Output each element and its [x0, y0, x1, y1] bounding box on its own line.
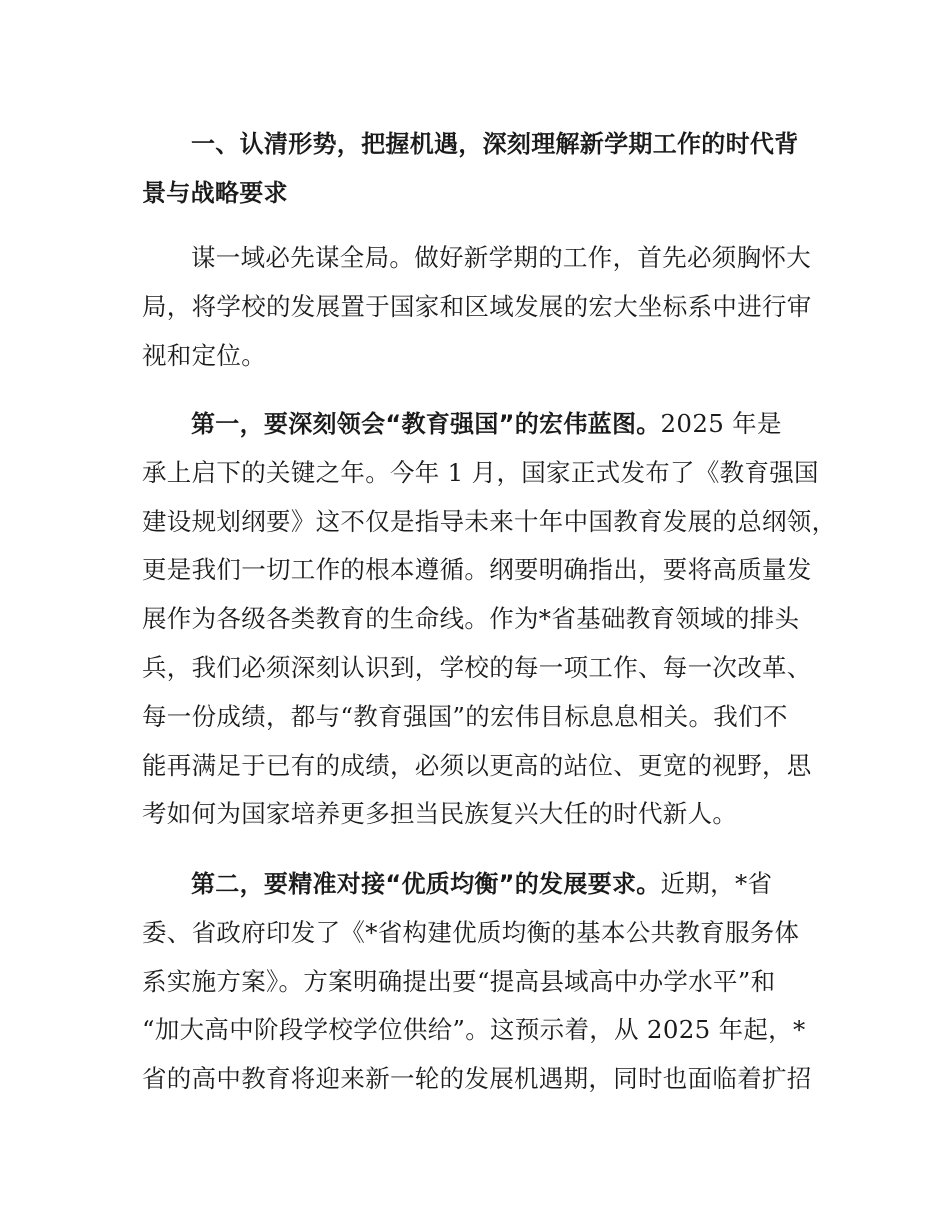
paragraph-second-point: [142, 860, 814, 1104]
paragraph-line: [142, 860, 814, 909]
paragraph-first-point: [142, 400, 837, 839]
paragraph-line: 视和定位。: [142, 340, 266, 370]
paragraph-line: 更是我们一切工作的根本遵循。纲要明确指出，要将高质量发: [142, 555, 812, 585]
paragraph-line: 省的高中教育将迎来新一轮的发展机遇期，同时也面临着扩招: [142, 1064, 812, 1094]
paragraph-line: 兵，我们必须深刻认识到，学校的每一项工作、每一次改革、: [142, 652, 812, 682]
paragraph-lead: 第二，要精准对接“优质均衡”的发展要求。: [191, 870, 661, 898]
paragraph-intro: [142, 234, 814, 380]
paragraph-line: 展作为各级各类教育的生命线。作为*省基础教育领域的排头: [142, 604, 800, 634]
paragraph-line: 局，将学校的发展置于国家和区域发展的宏大坐标系中进行审: [142, 291, 812, 321]
paragraph-line: 建设规划纲要》这不仅是指导未来十年中国教育发展的总纲领，: [142, 506, 837, 536]
heading-line: 一、认清形势，把握机遇，深刻理解新学期工作的时代背: [191, 130, 799, 158]
heading-line: 景与战略要求: [142, 178, 288, 207]
paragraph-line-rest: 2025 年是: [660, 409, 782, 438]
paragraph-line: 能再满足于已有的成绩，必须以更高的站位、更宽的视野，思: [142, 750, 812, 780]
paragraph-lead: 第一，要深刻领会“教育强国”的宏伟蓝图。: [191, 410, 661, 438]
section-heading: [142, 120, 814, 218]
paragraph-line: 谋一域必先谋全局。做好新学期的工作，首先必须胸怀大: [191, 243, 811, 272]
paragraph-line: “加大高中阶段学校学位供给”。这预示着，从 2025 年起，*: [142, 1015, 806, 1045]
paragraph-line: [142, 400, 814, 449]
paragraph-line: 系实施方案》。方案明确提出要“提高县域高中办学水平”和: [142, 966, 776, 996]
paragraph-line: 考如何为国家培养更多担当民族复兴大任的时代新人。: [142, 799, 738, 829]
paragraph-line: 每一份成绩，都与“教育强国”的宏伟目标息息相关。我们不: [142, 701, 788, 731]
paragraph-line: 承上启下的关键之年。今年 1 月，国家正式发布了《教育强国: [142, 457, 819, 487]
paragraph-line-rest: 近期，*省: [660, 869, 773, 898]
paragraph-line: 委、省政府印发了《*省构建优质均衡的基本公共教育服务体: [142, 917, 800, 947]
